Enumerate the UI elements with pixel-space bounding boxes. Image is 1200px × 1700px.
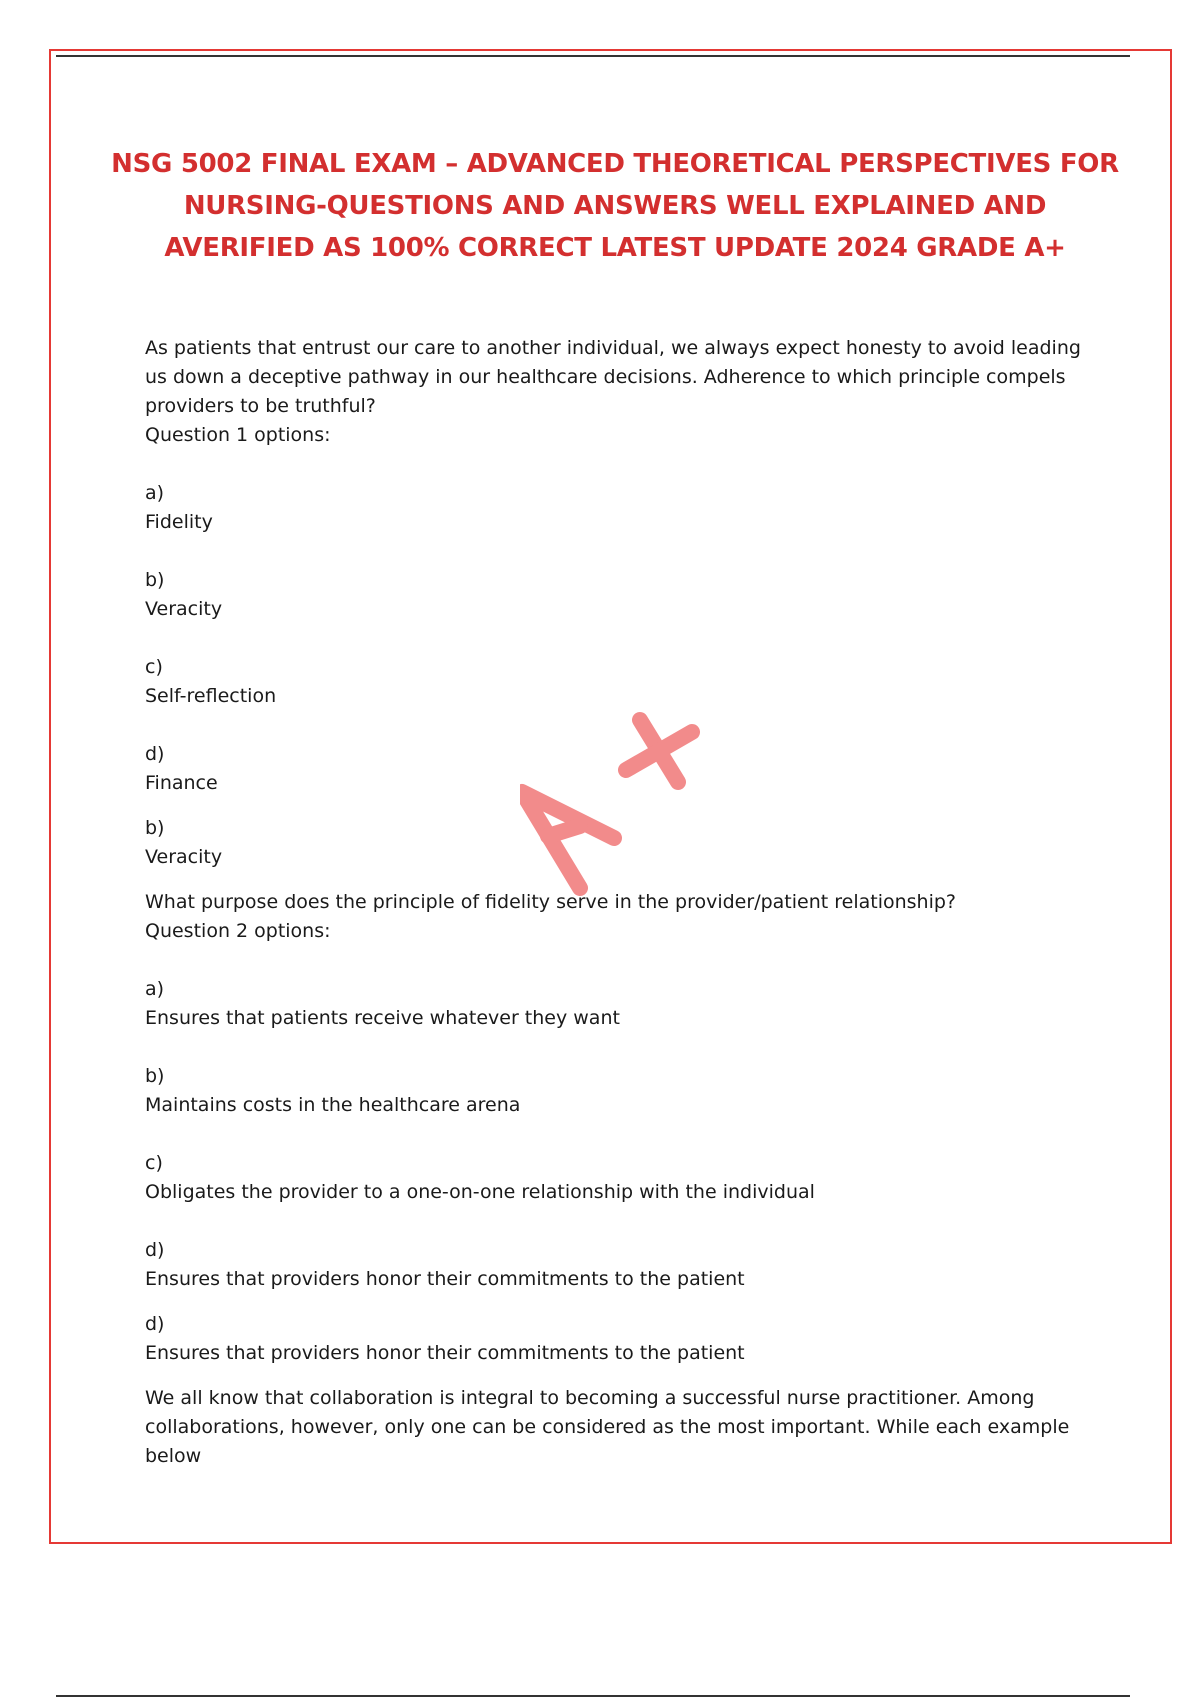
- answer-text: Veracity: [145, 846, 223, 868]
- option-letter: a): [145, 482, 165, 504]
- question-1-option-b: [145, 566, 1090, 624]
- option-letter: b): [145, 569, 165, 591]
- question-2-text: What purpose does the principle of fidelity serve in the provider/patient relationship?: [145, 891, 957, 913]
- title-line-1: NSG 5002 FINAL EXAM – ADVANCED THEORETICAL PERSPECTIVES FOR: [111, 149, 1119, 179]
- option-letter: c): [145, 1152, 163, 1174]
- option-text: Ensures that providers honor their commitments to the patient: [145, 1268, 745, 1290]
- option-letter: a): [145, 978, 165, 1000]
- question-2-answer: [145, 1310, 1090, 1368]
- option-letter: b): [145, 1065, 165, 1087]
- option-text: Finance: [145, 772, 218, 794]
- watermark-text: A+: [520, 710, 522, 711]
- option-text: Obligates the provider to a one-on-one relationship with the individual: [145, 1181, 815, 1203]
- option-text: Fidelity: [145, 511, 213, 533]
- question-2-option-c: [145, 1149, 1090, 1207]
- question-1: [145, 334, 1090, 872]
- question-2-options-label: Question 2 options:: [145, 920, 331, 942]
- exam-content: [145, 334, 1090, 1471]
- question-1-option-c: [145, 653, 1090, 711]
- question-1-answer: [145, 814, 1090, 872]
- option-text: Veracity: [145, 598, 223, 620]
- title-line-3: AVERIFIED AS 100% CORRECT LATEST UPDATE 2024 GRADE A+: [164, 233, 1066, 263]
- question-1-option-d: [145, 740, 1090, 798]
- question-1-options-label: Question 1 options:: [145, 424, 331, 446]
- option-text: Self-reflection: [145, 685, 277, 707]
- answer-text: Ensures that providers honor their commitments to the patient: [145, 1342, 745, 1364]
- answer-letter: b): [145, 817, 165, 839]
- document-title: [100, 143, 1130, 269]
- option-letter: d): [145, 743, 165, 765]
- option-text: Ensures that patients receive whatever they want: [145, 1007, 620, 1029]
- bottom-rule: [56, 1695, 1130, 1697]
- question-2-option-a: [145, 975, 1090, 1033]
- option-text: Maintains costs in the healthcare arena: [145, 1094, 521, 1116]
- question-2-option-b: [145, 1062, 1090, 1120]
- title-line-2: NURSING-QUESTIONS AND ANSWERS WELL EXPLAINED AND: [183, 191, 1047, 221]
- question-3-text: We all know that collaboration is integral to becoming a successful nurse practitioner. Among collaborations, however, only one can be considered as the most important. While each example below: [145, 1387, 1070, 1467]
- option-letter: c): [145, 656, 163, 678]
- question-1-option-a: [145, 479, 1090, 537]
- option-letter: d): [145, 1239, 165, 1261]
- question-1-text: As patients that entrust our care to another individual, we always expect honesty to avoid leading us down a deceptive pathway in our healthcare decisions. Adherence to which principle compels providers to be truthful?: [145, 337, 1081, 417]
- question-2-option-d: [145, 1236, 1090, 1294]
- answer-letter: d): [145, 1313, 165, 1335]
- question-2: [145, 888, 1090, 1368]
